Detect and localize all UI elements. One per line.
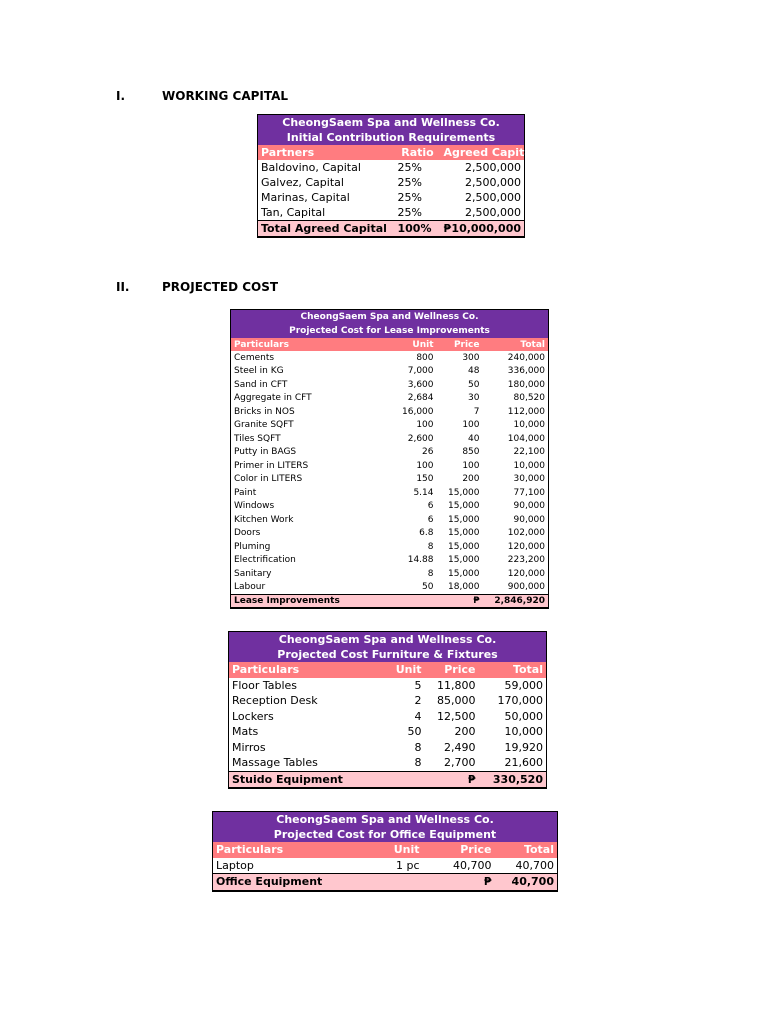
capital-table [257, 114, 536, 238]
row-value: 12,500 [437, 709, 476, 723]
column-header: Unit [355, 842, 423, 858]
row-value: 22,100 [513, 447, 546, 458]
row-label: Bricks in NOS [234, 406, 295, 417]
table-row [231, 540, 549, 554]
row-value: 50 [422, 582, 434, 593]
table-row [231, 378, 549, 392]
table-title: Projected Cost for Office Equipment [213, 827, 558, 842]
row-value: 7 [473, 406, 480, 417]
table-row [231, 513, 549, 527]
table-row [258, 175, 525, 190]
row-label: Marinas, Capital [261, 191, 350, 204]
row-value: 40,700 [453, 858, 492, 872]
total-label: Office Equipment [213, 874, 423, 891]
column-header: Particulars [213, 842, 355, 858]
total-amount: 330,520 [479, 771, 547, 788]
row-label: Mirros [232, 740, 266, 754]
section-title: WORKING CAPITAL [162, 89, 289, 103]
row-value: 100 [416, 460, 434, 471]
row-label: Pluming [234, 541, 271, 552]
column-header: Particulars [231, 338, 359, 351]
lease-table [230, 309, 549, 609]
row-value: 120,000 [507, 568, 546, 579]
row-value: 25% [397, 161, 422, 174]
row-value: 8 [427, 541, 434, 552]
row-value: 2 [414, 694, 422, 708]
row-label: Aggregate in CFT [234, 393, 312, 404]
row-value: 25% [397, 206, 422, 219]
table-row [231, 581, 549, 595]
furniture-table [228, 631, 547, 789]
row-label: Massage Tables [232, 756, 318, 770]
row-label: Kitchen Work [234, 514, 294, 525]
row-value: 50 [407, 725, 422, 739]
peso-sign: ₱ [425, 771, 479, 788]
section-title: PROJECTED COST [162, 280, 279, 294]
row-value: 30,000 [513, 474, 546, 485]
row-value: 15,000 [448, 514, 480, 525]
row-label: Tan, Capital [261, 206, 326, 219]
column-header: Total [479, 662, 547, 678]
row-value: 14.88 [407, 555, 434, 566]
row-label: Mats [232, 725, 259, 739]
row-value: 112,000 [507, 406, 546, 417]
row-value: 223,200 [507, 555, 546, 566]
row-label: Galvez, Capital [261, 176, 344, 189]
table-row [258, 205, 525, 221]
table-company: CheongSaem Spa and Wellness Co. [231, 310, 549, 325]
row-value: 59,000 [504, 678, 543, 692]
table-row [231, 500, 549, 514]
total-ratio: 100% [395, 221, 441, 238]
row-label: Laptop [216, 858, 254, 872]
row-value: 85,000 [437, 694, 476, 708]
row-value: 2,600 [407, 433, 434, 444]
row-label: Reception Desk [232, 694, 318, 708]
row-value: 2,500,000 [465, 206, 522, 219]
row-label: Lockers [232, 709, 274, 723]
row-value: 2,700 [444, 756, 476, 770]
row-label: Windows [234, 501, 275, 512]
row-value: 50 [468, 379, 480, 390]
furniture-rows [229, 678, 547, 772]
table-row [229, 678, 547, 694]
total-label: Stuido Equipment [229, 771, 425, 788]
table-row [229, 693, 547, 709]
row-value: 800 [416, 352, 434, 363]
row-value: 10,000 [513, 460, 546, 471]
row-value: 2,490 [444, 740, 476, 754]
row-value: 15,000 [448, 487, 480, 498]
row-label: Granite SQFT [234, 420, 294, 431]
row-value: 15,000 [448, 568, 480, 579]
row-value: 2,500,000 [465, 191, 522, 204]
table-row [231, 567, 549, 581]
section-number: I. [116, 89, 126, 103]
column-header: Ratio [395, 145, 441, 160]
total-amount: ₱ 10,000,000 [441, 221, 525, 238]
row-label: Sanitary [234, 568, 272, 579]
column-header: Price [425, 662, 479, 678]
row-value: 2,500,000 [465, 161, 522, 174]
office-table [212, 811, 558, 892]
row-label: Color in LITERS [234, 474, 303, 485]
row-value: 15,000 [448, 528, 480, 539]
row-value: 8 [414, 740, 422, 754]
table-row [231, 527, 549, 541]
table-row [231, 392, 549, 406]
row-value: 150 [416, 474, 434, 485]
row-value: 850 [462, 447, 480, 458]
table-row [231, 459, 549, 473]
capital-rows [258, 160, 525, 221]
row-value: 4 [414, 709, 422, 723]
row-value: 240,000 [507, 352, 546, 363]
row-value: 40 [468, 433, 480, 444]
column-header: Agreed Capital [441, 145, 525, 160]
row-value: 50,000 [504, 709, 543, 723]
row-value: 19,920 [504, 740, 543, 754]
row-label: Sand in CFT [234, 379, 288, 390]
office-rows [213, 858, 558, 874]
table-row [258, 190, 525, 205]
row-label: Tiles SQFT [234, 433, 281, 444]
row-value: 6 [427, 501, 434, 512]
row-value: 40,700 [515, 858, 554, 872]
table-row [231, 486, 549, 500]
row-value: 3,600 [407, 379, 434, 390]
row-value: 100 [462, 460, 480, 471]
row-value: 336,000 [507, 366, 546, 377]
row-value: 8 [427, 568, 434, 579]
row-label: Floor Tables [232, 678, 298, 692]
row-value: 102,000 [507, 528, 546, 539]
table-row [229, 724, 547, 740]
peso-sign: ₱ [423, 874, 495, 891]
row-value: 77,100 [513, 487, 546, 498]
table-row [231, 446, 549, 460]
row-value: 15,000 [448, 501, 480, 512]
row-value: 15,000 [448, 555, 480, 566]
table-row [231, 351, 549, 365]
row-value: 170,000 [497, 694, 543, 708]
table-row [231, 554, 549, 568]
row-value: 11,800 [437, 678, 476, 692]
total-label: Lease Improvements [231, 595, 437, 609]
row-value: 2,500,000 [465, 176, 522, 189]
section-number: II. [116, 280, 130, 294]
table-title: Projected Cost Furniture & Fixtures [229, 647, 547, 662]
row-value: 90,000 [513, 501, 546, 512]
row-label: Baldovino, Capital [261, 161, 361, 174]
table-row [213, 858, 558, 874]
row-value: 120,000 [507, 541, 546, 552]
table-company: CheongSaem Spa and Wellness Co. [213, 812, 558, 828]
column-header: Total [495, 842, 558, 858]
column-header: Price [423, 842, 495, 858]
row-value: 90,000 [513, 514, 546, 525]
row-value: 900,000 [507, 582, 546, 593]
row-label: Putty in BAGS [234, 447, 297, 458]
row-label: Electrification [234, 555, 296, 566]
column-header: Unit [359, 338, 437, 351]
table-title: Projected Cost for Lease Improvements [231, 324, 549, 338]
row-value: 21,600 [504, 756, 543, 770]
row-label: Steel in KG [234, 366, 284, 377]
table-company: CheongSaem Spa and Wellness Co. [229, 632, 547, 648]
row-value: 18,000 [448, 582, 480, 593]
table-row [229, 709, 547, 725]
table-row [229, 740, 547, 756]
row-label: Labour [234, 582, 266, 593]
row-value: 26 [422, 447, 434, 458]
row-value: 1 pc [395, 858, 420, 872]
row-label: Cements [234, 352, 275, 363]
row-value: 16,000 [402, 406, 434, 417]
table-row [231, 419, 549, 433]
table-row [231, 405, 549, 419]
row-value: 5 [414, 678, 422, 692]
table-row [231, 473, 549, 487]
row-value: 25% [397, 191, 422, 204]
row-value: 30 [468, 393, 480, 404]
table-row [229, 755, 547, 771]
row-label: Paint [234, 487, 257, 498]
total-label: Total Agreed Capital [258, 221, 395, 238]
row-value: 100 [416, 420, 434, 431]
row-value: 8 [414, 756, 422, 770]
row-value: 200 [454, 725, 476, 739]
peso-sign: ₱ [443, 222, 452, 235]
row-value: 48 [468, 366, 480, 377]
column-header: Unit [369, 662, 425, 678]
table-title: Initial Contribution Requirements [258, 130, 525, 145]
column-header: Partners [258, 145, 395, 160]
row-value: 10,000 [504, 725, 543, 739]
row-value: 80,520 [513, 393, 546, 404]
table-row [258, 160, 525, 175]
row-value: 300 [462, 352, 480, 363]
row-label: Primer in LITERS [234, 460, 309, 471]
table-row [231, 365, 549, 379]
row-value: 100 [462, 420, 480, 431]
row-label: Doors [234, 528, 261, 539]
row-value: 10,000 [513, 420, 546, 431]
column-header: Total [483, 338, 549, 351]
column-header: Particulars [229, 662, 369, 678]
row-value: 7,000 [407, 366, 434, 377]
table-row [231, 432, 549, 446]
row-value: 6.8 [419, 528, 434, 539]
row-value: 15,000 [448, 541, 480, 552]
row-value: 6 [427, 514, 434, 525]
lease-rows [231, 351, 549, 595]
row-value: 104,000 [507, 433, 546, 444]
row-value: 200 [462, 474, 480, 485]
total-amount: 40,700 [495, 874, 558, 891]
table-company: CheongSaem Spa and Wellness Co. [258, 115, 525, 131]
column-header: Price [437, 338, 483, 351]
row-value: 25% [397, 176, 422, 189]
row-value: 180,000 [507, 379, 546, 390]
row-value: 5.14 [413, 487, 434, 498]
total-amount: 2,846,920 [483, 595, 549, 609]
peso-sign: ₱ [437, 595, 483, 609]
row-value: 2,684 [407, 393, 434, 404]
